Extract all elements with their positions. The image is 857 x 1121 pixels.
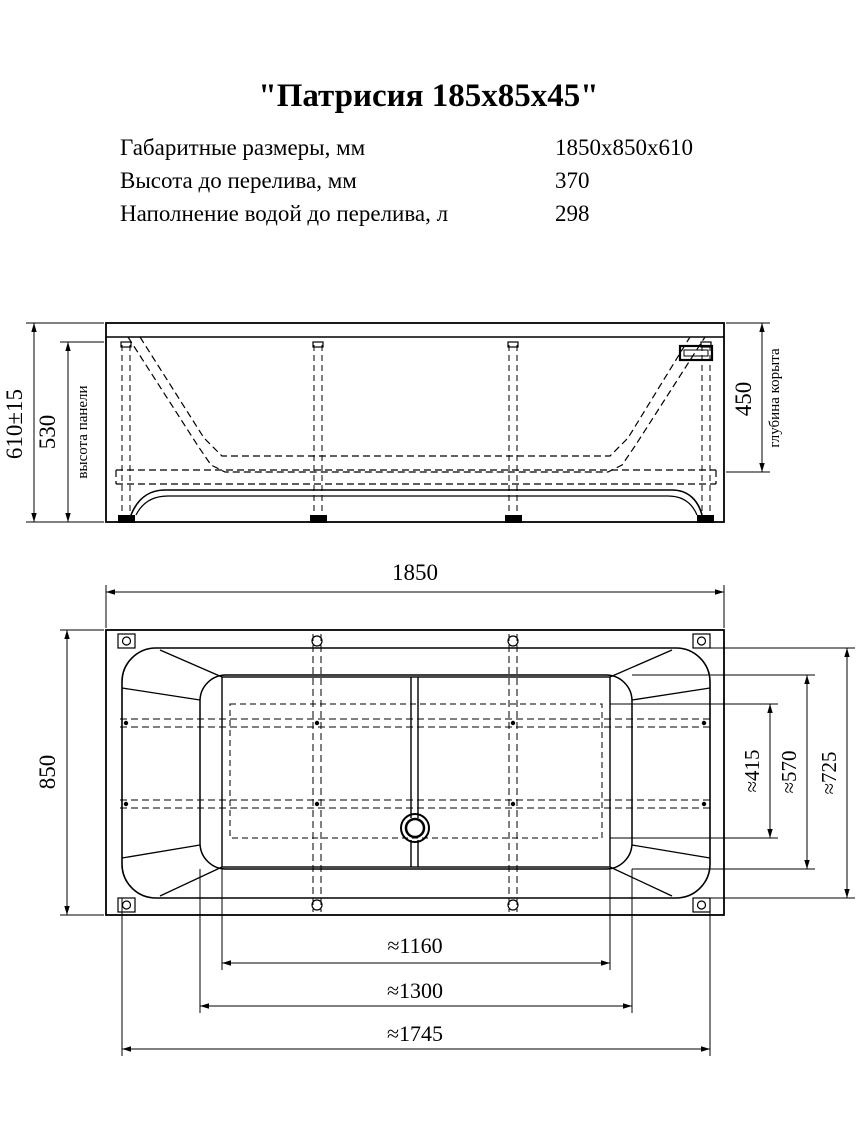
- dim-label-panel-height: 530: [35, 414, 60, 450]
- top-bolts: [124, 721, 706, 806]
- dim-width: [60, 630, 104, 915]
- dim-label-total-height: 610±15: [2, 388, 27, 460]
- spec-label: Высота до перелива, мм: [120, 168, 357, 193]
- spec-value: 298: [555, 201, 590, 226]
- label-tub-depth: глубина корыта: [767, 348, 783, 448]
- spec-value: 1850x850x610: [555, 135, 693, 160]
- side-panel-outline: [106, 323, 724, 522]
- spec-value: 370: [555, 168, 590, 193]
- dim-label-415: ≈415: [740, 749, 764, 793]
- side-base-skid: [131, 490, 702, 515]
- side-view: [26, 323, 770, 523]
- spec-label: Габаритные размеры, мм: [120, 135, 366, 160]
- overflow-icon: [680, 346, 712, 360]
- top-tub-slopes: [122, 650, 710, 896]
- dim-label-1160: ≈1160: [387, 933, 443, 958]
- dim-label-width: 850: [35, 754, 60, 790]
- dim-label-tub-depth: 450: [731, 381, 756, 417]
- dim-label-725: ≈725: [817, 751, 841, 795]
- spec-label: Наполнение водой до перелива, л: [120, 201, 449, 226]
- page-title: "Патрисия 185x85x45": [258, 78, 599, 114]
- side-leg-heads: [121, 342, 711, 347]
- dim-label-length: 1850: [392, 560, 438, 585]
- top-view: [60, 585, 855, 1056]
- dim-length: [106, 585, 724, 628]
- top-tub-rim: [122, 648, 710, 898]
- dim-label-570: ≈570: [777, 750, 801, 794]
- label-panel-height: высота панели: [75, 385, 91, 479]
- side-tub-profile: [116, 337, 716, 484]
- dim-label-1300: ≈1300: [386, 978, 444, 1003]
- dim-label-1745: ≈1745: [386, 1021, 444, 1046]
